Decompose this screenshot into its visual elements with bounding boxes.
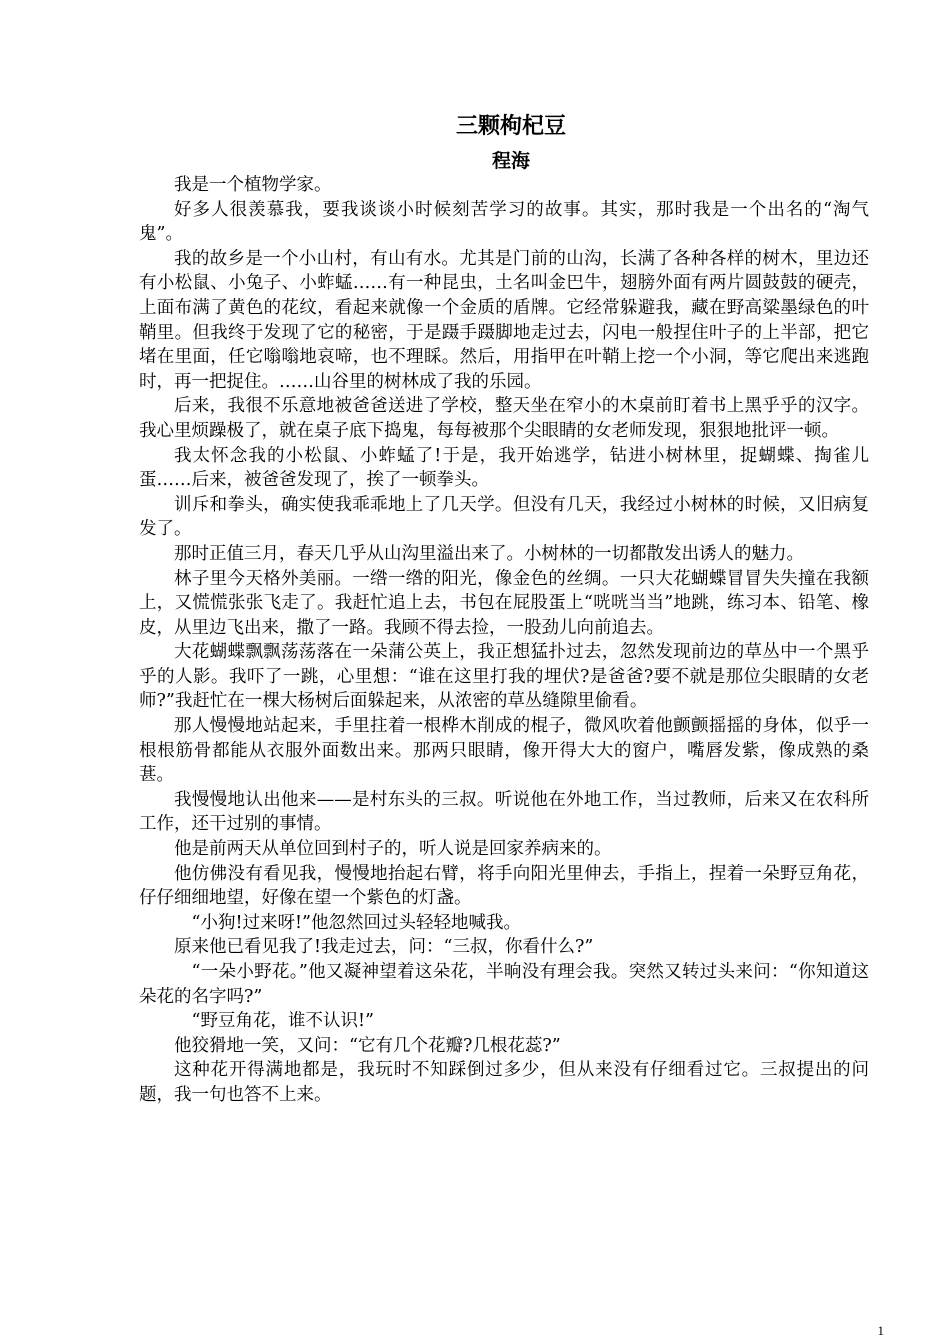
paragraph: 我太怀念我的小松鼠、小蚱蜢了!于是，我开始逃学，钻进小树林里，捉蝴蝶、掏雀儿蛋……后来，被爸爸发现了，挨了一顿拳头。 (139, 445, 869, 491)
document-author: 程海 (491, 150, 530, 172)
paragraph: 他仿佛没有看见我，慢慢地抬起右臂，将手向阳光里伸去，手指上，捏着一朵野豆角花，仔仔细细地望，好像在望一个紫色的灯盏。 (139, 863, 869, 909)
paragraph: 训斥和拳头，确实使我乖乖地上了几天学。但没有几天，我经过小树林的时候，又旧病复发了。 (139, 494, 869, 540)
paragraph: 那人慢慢地站起来，手里拄着一根桦木削成的棍子，微风吹着他颤颤摇摇的身体，似乎一根根筋骨都能从衣服外面数出来。那两只眼睛，像开得大大的窗户，嘴唇发紫，像成熟的桑葚。 (139, 716, 869, 786)
article-body (139, 173, 869, 1108)
paragraph: 好多人很羡慕我，要我谈谈小时候刻苦学习的故事。其实，那时我是一个出名的“淘气鬼”。 (139, 199, 869, 245)
paragraph: 我的故乡是一个小山村，有山有水。尤其是门前的山沟，长满了各种各样的树木，里边还有小松鼠、小兔子、小蚱蜢……有一种昆虫，土名叫金巴牛，翅膀外面有两片圆鼓鼓的硬壳，上面布满了黄色的花纹，看起来就像一个金质的盾牌。它经常躲避我，藏在野高粱墨绿色的叶鞘里。但我终于发现了它的秘密，于是蹑手蹑脚地走过去，闪电一般捏住叶子的上半部，把它堵在里面，任它嗡嗡地哀啼，也不理睬。然后，用指甲在叶鞘上挖一个小洞，等它爬出来逃跑时，再一把捉住。……山谷里的树林成了我的乐园。 (139, 248, 869, 392)
paragraph: 林子里今天格外美丽。一绺一绺的阳光，像金色的丝绸。一只大花蝴蝶冒冒失失撞在我额上，又慌慌张张飞走了。我赶忙追上去，书包在屁股蛋上“咣咣当当”地跳，练习本、铅笔、橡皮，从里边飞出来，撒了一路。我顾不得去捡，一股劲儿向前追去。 (139, 568, 869, 638)
paragraph: 他狡猾地一笑，又问：“它有几个花瓣?几根花蕊?” (174, 1035, 561, 1056)
paragraph: “野豆角花，谁不认识!” (191, 1011, 374, 1032)
paragraph: 原来他已看见我了!我走过去，问：“三叔，你看什么?” (174, 937, 594, 958)
paragraph: 后来，我很不乐意地被爸爸送进了学校，整天坐在窄小的木桌前盯着书上黑乎乎的汉字。我心里烦躁极了，就在桌子底下捣鬼，每每被那个尖眼睛的女老师发现，狠狠地批评一顿。 (139, 396, 869, 441)
paragraph: “一朵小野花。”他又凝神望着这朵花，半晌没有理会我。突然又转过头来问：“你知道这朵花的名字吗?” (139, 962, 869, 1007)
paragraph: 他是前两天从单位回到村子的，听人说是回家养病来的。 (174, 839, 612, 860)
paragraph: 大花蝴蝶飘飘荡荡落在一朵蒲公英上，我正想猛扑过去，忽然发现前边的草丛中一个黑乎乎的人影。我吓了一跳，心里想：“谁在这里打我的埋伏?是爸爸?要不就是那位尖眼睛的女老师?”我赶忙在一棵大杨树后面躲起来，从浓密的草丛缝隙里偷看。 (139, 642, 869, 712)
paragraph: “小狗!过来呀!”他忽然回过头轻轻地喊我。 (191, 912, 521, 933)
paragraph: 那时正值三月，春天几乎从山沟里溢出来了。小树林的一切都散发出诱人的魅力。 (174, 543, 804, 564)
paragraph: 我慢慢地认出他来——是村东头的三叔。听说他在外地工作，当过教师，后来又在农科所工作，还干过别的事情。 (139, 789, 869, 835)
document-title: 三颗枸杞豆 (455, 114, 566, 139)
paragraph: 这种花开得满地都是，我玩时不知踩倒过多少，但从来没有仔细看过它。三叔提出的问题，我一句也答不上来。 (139, 1060, 869, 1105)
paragraph: 我是一个植物学家。 (174, 175, 332, 195)
page-number: 1 (877, 1323, 884, 1338)
